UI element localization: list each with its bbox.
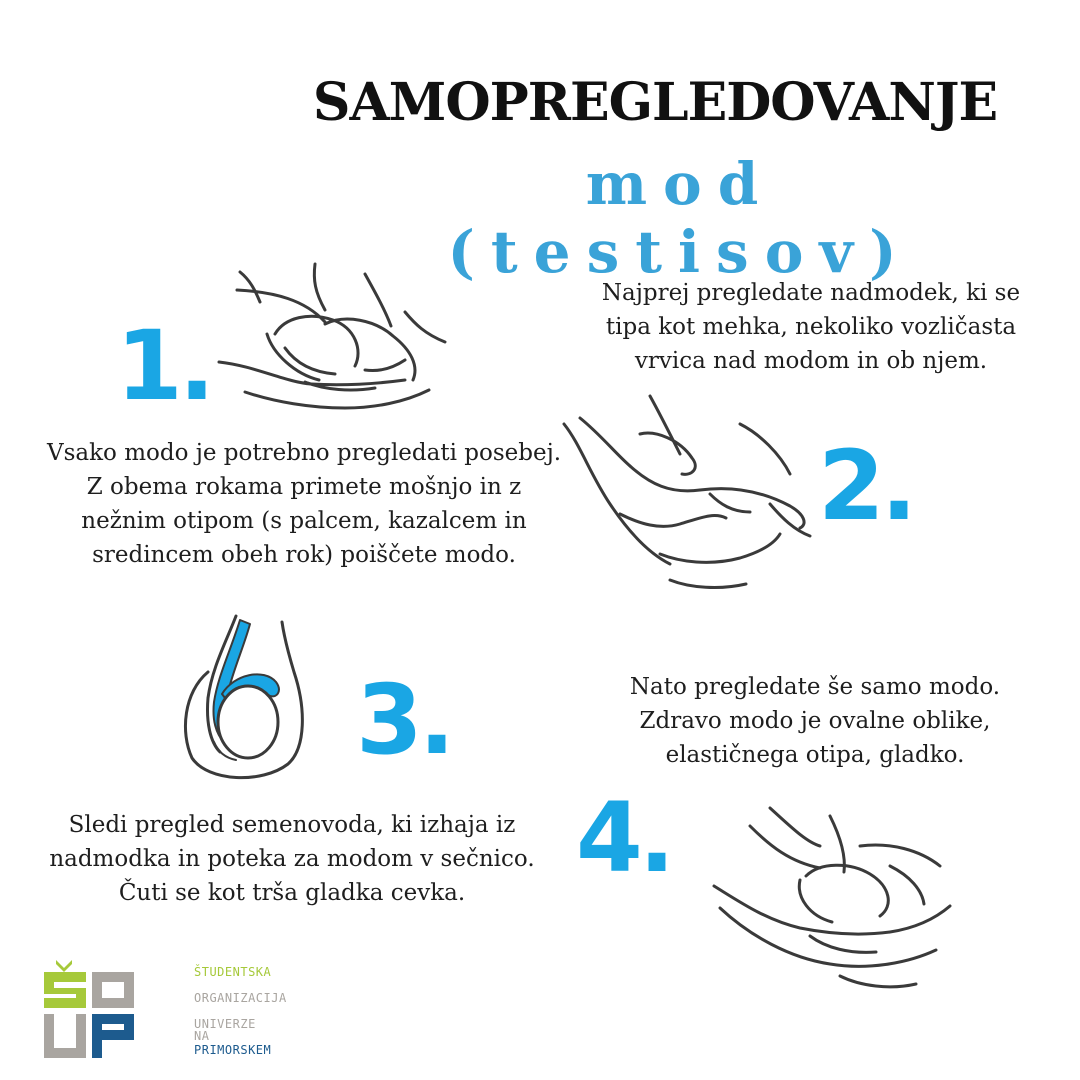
hands-holding-illustration-1 (215, 262, 455, 422)
logo-line-1: ŠTUDENTSKA (194, 965, 272, 979)
soup-logo (42, 960, 287, 1060)
step-4-line: elastičnega otipa, gladko. (665, 742, 965, 768)
step-3-line: Čuti se kot trša gladka cevka. (118, 880, 466, 906)
page-title: SAMOPREGLEDOVANJE (312, 72, 998, 133)
logo-line-2: ORGANIZACIJA (194, 991, 287, 1005)
page-subtitle: mod (testisov) (447, 150, 913, 286)
step-4-text (580, 670, 1050, 772)
logo-line-3: UNIVERZE NA (194, 1017, 256, 1043)
step-2-line: Najprej pregledate nadmodek, ki se (601, 280, 1021, 306)
step-3-line: nadmodka in poteka za modom v sečnico. (49, 846, 535, 872)
hands-holding-illustration-4 (710, 806, 960, 996)
step-4-number: 4. (576, 782, 672, 894)
hands-examining-illustration-2 (560, 394, 820, 594)
step-1-text (36, 436, 572, 572)
step-4-line: Nato pregledate še samo modo. (629, 674, 1001, 700)
step-1-number: 1. (116, 310, 212, 422)
step-2-line: vrvica nad modom in ob njem. (634, 348, 988, 374)
step-3-text (36, 808, 548, 910)
step-2-number: 2. (818, 430, 914, 542)
step-2-line: tipa kot mehka, nekoliko vozličasta (605, 314, 1017, 340)
step-2-text (566, 276, 1056, 378)
step-1-line: Z obema rokama primete mošnjo in z (86, 474, 522, 500)
step-1-line: Vsako modo je potrebno pregledati posebej. (46, 440, 562, 466)
soup-logo-mark-icon (42, 960, 138, 1060)
step-1-line: nežnim otipom (s palcem, kazalcem in (81, 508, 527, 534)
step-3-number: 3. (356, 664, 452, 776)
step-3-line: Sledi pregled semenovoda, ki izhaja iz (68, 812, 516, 838)
testicle-anatomy-illustration-3 (178, 612, 310, 782)
step-1-line: sredincem obeh rok) poiščete modo. (92, 542, 516, 568)
logo-line-4: PRIMORSKEM (194, 1043, 272, 1057)
step-4-line: Zdravo modo je ovalne oblike, (639, 708, 991, 734)
